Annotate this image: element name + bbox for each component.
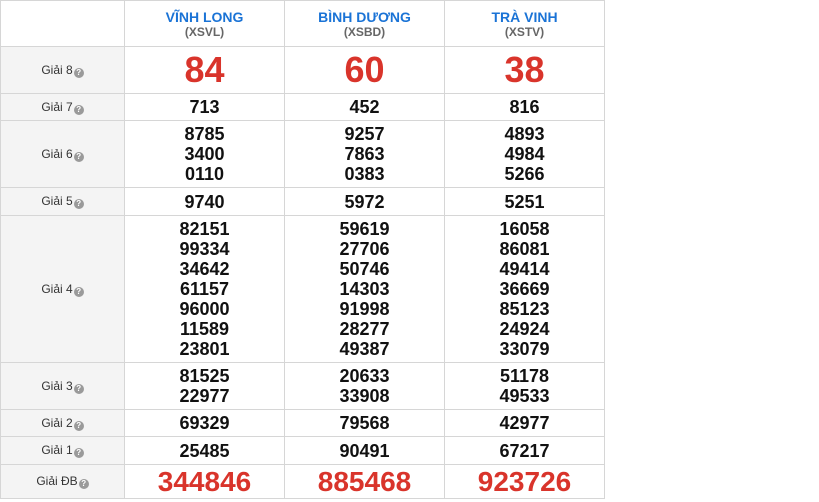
- prize-row: [1, 363, 605, 410]
- prize-number: 79568: [339, 413, 390, 433]
- prize-number: 42977: [499, 413, 550, 433]
- prize-value-cell: [125, 216, 285, 363]
- prize-number: 5266: [504, 164, 545, 184]
- prize-label: Giải 3: [41, 378, 73, 393]
- prize-number: 69329: [179, 413, 230, 433]
- prize-number: 50746: [339, 259, 390, 279]
- prize-number: 86081: [499, 239, 550, 259]
- prize-value-cell: [285, 410, 445, 437]
- province-code: (XSVL): [184, 24, 225, 39]
- question-circle-icon[interactable]: ?: [74, 448, 84, 458]
- prize-value-cell: [125, 465, 285, 499]
- prize-label-cell: [1, 363, 125, 410]
- prize-number: 49414: [499, 259, 550, 279]
- corner-cell: [1, 1, 125, 47]
- prize-label-cell: [1, 465, 125, 499]
- prize-number: 344846: [157, 465, 252, 497]
- prize-number: 85123: [499, 299, 550, 319]
- province-name[interactable]: VĨNH LONG: [165, 8, 244, 25]
- question-circle-icon[interactable]: ?: [79, 479, 89, 489]
- prize-row: [1, 121, 605, 188]
- prize-value-cell: [285, 188, 445, 216]
- prize-number: 60: [344, 49, 385, 90]
- prize-value-cell: [285, 121, 445, 188]
- prize-label: Giải 5: [41, 194, 73, 208]
- prize-number: 28277: [339, 319, 390, 339]
- prize-label: Giải 6: [41, 146, 73, 161]
- prize-rows: [1, 47, 605, 499]
- prize-number: 7863: [344, 144, 385, 164]
- question-circle-icon[interactable]: ?: [74, 384, 84, 394]
- prize-number: 49533: [499, 386, 550, 406]
- question-circle-icon[interactable]: ?: [74, 105, 84, 115]
- prize-number: 0110: [184, 164, 225, 184]
- prize-label-cell: [1, 216, 125, 363]
- prize-number: 34642: [179, 259, 230, 279]
- prize-row: [1, 47, 605, 94]
- prize-number: 11589: [179, 319, 230, 339]
- province-name[interactable]: BÌNH DƯƠNG: [318, 8, 411, 25]
- prize-number: 25485: [179, 440, 230, 461]
- province-header-1: [285, 1, 445, 47]
- prize-value-cell: [445, 188, 605, 216]
- prize-value-cell: [285, 363, 445, 410]
- prize-row: [1, 410, 605, 437]
- prize-number: 9257: [344, 124, 385, 144]
- prize-number: 59619: [339, 219, 390, 239]
- prize-number: 38: [504, 49, 545, 90]
- prize-label: Giải ĐB: [36, 474, 78, 488]
- prize-number: 33908: [339, 386, 390, 406]
- province-code: (XSTV): [504, 24, 545, 39]
- prize-number: 5251: [504, 191, 545, 212]
- prize-number: 4984: [504, 144, 545, 164]
- prize-number: 81525: [179, 366, 230, 386]
- prize-label: Giải 2: [41, 415, 73, 430]
- prize-number: 82151: [179, 219, 230, 239]
- prize-value-cell: [285, 437, 445, 465]
- prize-number: 23801: [179, 339, 230, 359]
- prize-label-cell: [1, 94, 125, 121]
- prize-value-cell: [125, 410, 285, 437]
- prize-number: 51178: [499, 366, 550, 386]
- prize-number: 96000: [179, 299, 230, 319]
- prize-value-cell: [285, 465, 445, 499]
- prize-label: Giải 8: [41, 62, 73, 77]
- prize-value-cell: [125, 47, 285, 94]
- question-circle-icon[interactable]: ?: [74, 68, 84, 78]
- prize-number: 452: [349, 97, 380, 117]
- prize-number: 67217: [499, 440, 550, 461]
- prize-label: Giải 4: [41, 281, 73, 296]
- question-circle-icon[interactable]: ?: [74, 421, 84, 431]
- prize-label-cell: [1, 121, 125, 188]
- prize-value-cell: [125, 437, 285, 465]
- province-name[interactable]: TRÀ VINH: [491, 8, 558, 25]
- prize-label: Giải 7: [41, 99, 73, 114]
- prize-row: [1, 216, 605, 363]
- prize-row: [1, 437, 605, 465]
- prize-value-cell: [445, 216, 605, 363]
- prize-row: [1, 465, 605, 499]
- prize-number: 885468: [317, 465, 412, 497]
- header-row: [1, 1, 605, 47]
- prize-label-cell: [1, 410, 125, 437]
- prize-number: 5972: [344, 191, 385, 212]
- prize-number: 14303: [339, 279, 390, 299]
- prize-number: 49387: [339, 339, 390, 359]
- prize-value-cell: [445, 47, 605, 94]
- prize-value-cell: [125, 94, 285, 121]
- prize-label-cell: [1, 47, 125, 94]
- prize-number: 16058: [499, 219, 550, 239]
- prize-row: [1, 188, 605, 216]
- prize-number: 3400: [184, 144, 225, 164]
- prize-number: 713: [189, 97, 220, 117]
- prize-value-cell: [445, 94, 605, 121]
- prize-value-cell: [125, 188, 285, 216]
- prize-number: 9740: [184, 191, 225, 212]
- prize-value-cell: [125, 121, 285, 188]
- question-circle-icon[interactable]: ?: [74, 199, 84, 209]
- prize-number: 8785: [184, 124, 225, 144]
- prize-row: [1, 94, 605, 121]
- province-header-2: [445, 1, 605, 47]
- prize-number: 84: [184, 49, 225, 90]
- prize-number: 61157: [179, 279, 230, 299]
- prize-number: 816: [509, 97, 540, 117]
- prize-number: 90491: [339, 440, 390, 461]
- prize-label-cell: [1, 437, 125, 465]
- province-header-0: [125, 1, 285, 47]
- prize-number: 20633: [339, 366, 390, 386]
- prize-number: 99334: [179, 239, 230, 259]
- prize-number: 33079: [499, 339, 550, 359]
- question-circle-icon[interactable]: ?: [74, 287, 84, 297]
- prize-value-cell: [445, 437, 605, 465]
- prize-value-cell: [285, 94, 445, 121]
- prize-number: 923726: [477, 465, 572, 497]
- prize-number: 24924: [499, 319, 550, 339]
- prize-number: 36669: [499, 279, 550, 299]
- prize-value-cell: [285, 47, 445, 94]
- prize-label-cell: [1, 188, 125, 216]
- prize-number: 4893: [504, 124, 545, 144]
- prize-number: 91998: [339, 299, 390, 319]
- prize-number: 22977: [179, 386, 230, 406]
- prize-label: Giải 1: [41, 443, 73, 457]
- prize-value-cell: [445, 121, 605, 188]
- prize-value-cell: [125, 363, 285, 410]
- prize-value-cell: [445, 363, 605, 410]
- prize-number: 27706: [339, 239, 390, 259]
- prize-value-cell: [445, 465, 605, 499]
- province-code: (XSBD): [343, 24, 386, 39]
- prize-number: 0383: [344, 164, 385, 184]
- question-circle-icon[interactable]: ?: [74, 152, 84, 162]
- prize-value-cell: [445, 410, 605, 437]
- prize-value-cell: [285, 216, 445, 363]
